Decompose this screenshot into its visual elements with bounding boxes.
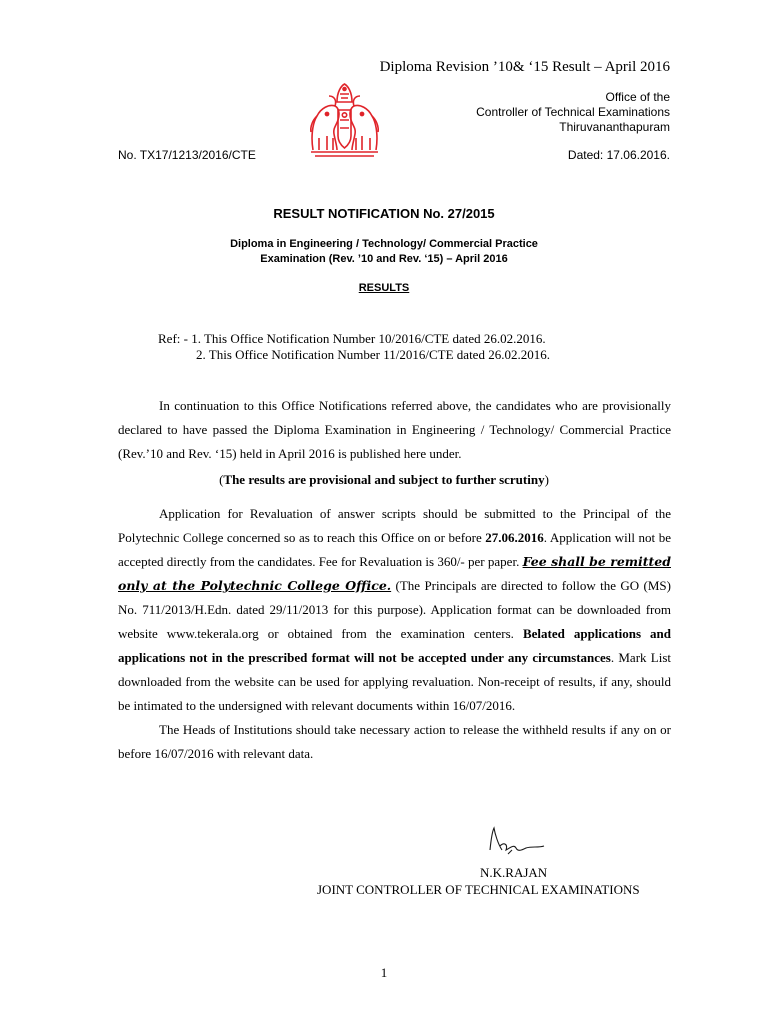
paragraph-intro: [118, 394, 671, 466]
revaluation-part-c: (The Principals are directed to follow the GO (MS) No. 711/2013/H.Edn. dated 29/11/2013 for this purpose). Application format can be downloaded from website www.tekerala.org or obtained from the examination centers.: [118, 578, 671, 641]
revaluation-part-d: . Mark List downloaded from the website can be used for applying revaluation. Non-receipt of results, if any, should be intimated to the undersigned with relevant documents within 16/07/2016.: [118, 650, 671, 713]
reference-1: Ref: - 1. This Office Notification Number 10/2016/CTE dated 26.02.2016.: [158, 331, 546, 346]
handwritten-signature: [482, 822, 552, 862]
reference-2: 2. This Office Notification Number 11/2016/CTE dated 26.02.2016.: [196, 347, 550, 362]
paragraph-revaluation: [118, 502, 671, 766]
results-heading: RESULTS: [358, 282, 410, 294]
paragraph-intro-text: In continuation to this Office Notifications referred above, the candidates who are provisionally declared to have passed the Diploma Examination in Engineering / Technology/ Commercial Practice (Rev.’10 and Rev. ‘15) held in April 2016 is published here under.: [118, 398, 671, 461]
provisional-text: The results are provisional and subject to further scrutiny: [223, 472, 545, 487]
belated-applications-warning: Belated applications and applications not in the prescribed format will not be accepted under any circumstances: [118, 626, 671, 665]
subject-line-1: Diploma in Engineering / Technology/ Commercial Practice: [230, 238, 538, 250]
revaluation-part-a: Application for Revaluation of answer scripts should be submitted to the Principal of the Polytechnic College concerned so as to reach this Office on or before: [118, 506, 671, 545]
paragraph-revaluation-text: [118, 502, 671, 718]
page-number: 1: [380, 965, 388, 980]
fee-remittance-note: Fee shall be remitted only at the Polytechnic College Office.: [118, 554, 671, 593]
office-line-2: Controller of Technical Examinations: [476, 105, 670, 119]
office-line-3: Thiruvananthapuram: [559, 120, 670, 134]
signatory-name: N.K.RAJAN: [480, 865, 548, 880]
provisional-open: (: [219, 472, 224, 487]
office-line-1: Office of the: [605, 90, 670, 104]
paragraph-withheld-text: The Heads of Institutions should take necessary action to release the withheld results if any on or before 16/07/2016 with relevant data.: [118, 722, 671, 761]
document-date: Dated: 17.06.2016.: [567, 148, 670, 162]
provisional-note: [0, 472, 768, 488]
reference-number: No. TX17/1213/2016/CTE: [118, 148, 256, 162]
notification-subject: [0, 237, 768, 267]
subject-line-2: Examination (Rev. ’10 and Rev. ‘15) – April 2016: [260, 253, 508, 265]
notification-title: RESULT NOTIFICATION No. 27/2015: [273, 206, 495, 221]
document-header-title: Diploma Revision ’10& ‘15 Result – April 2016: [379, 59, 670, 75]
provisional-close: ): [544, 472, 549, 487]
signatory-designation: JOINT CONTROLLER OF TECHNICAL EXAMINATIONS: [317, 882, 640, 897]
revaluation-deadline: 27.06.2016: [485, 530, 544, 545]
revaluation-part-b: . Application will not be accepted directly from the candidates. Fee for Revaluation is 360/- per paper.: [118, 530, 671, 569]
